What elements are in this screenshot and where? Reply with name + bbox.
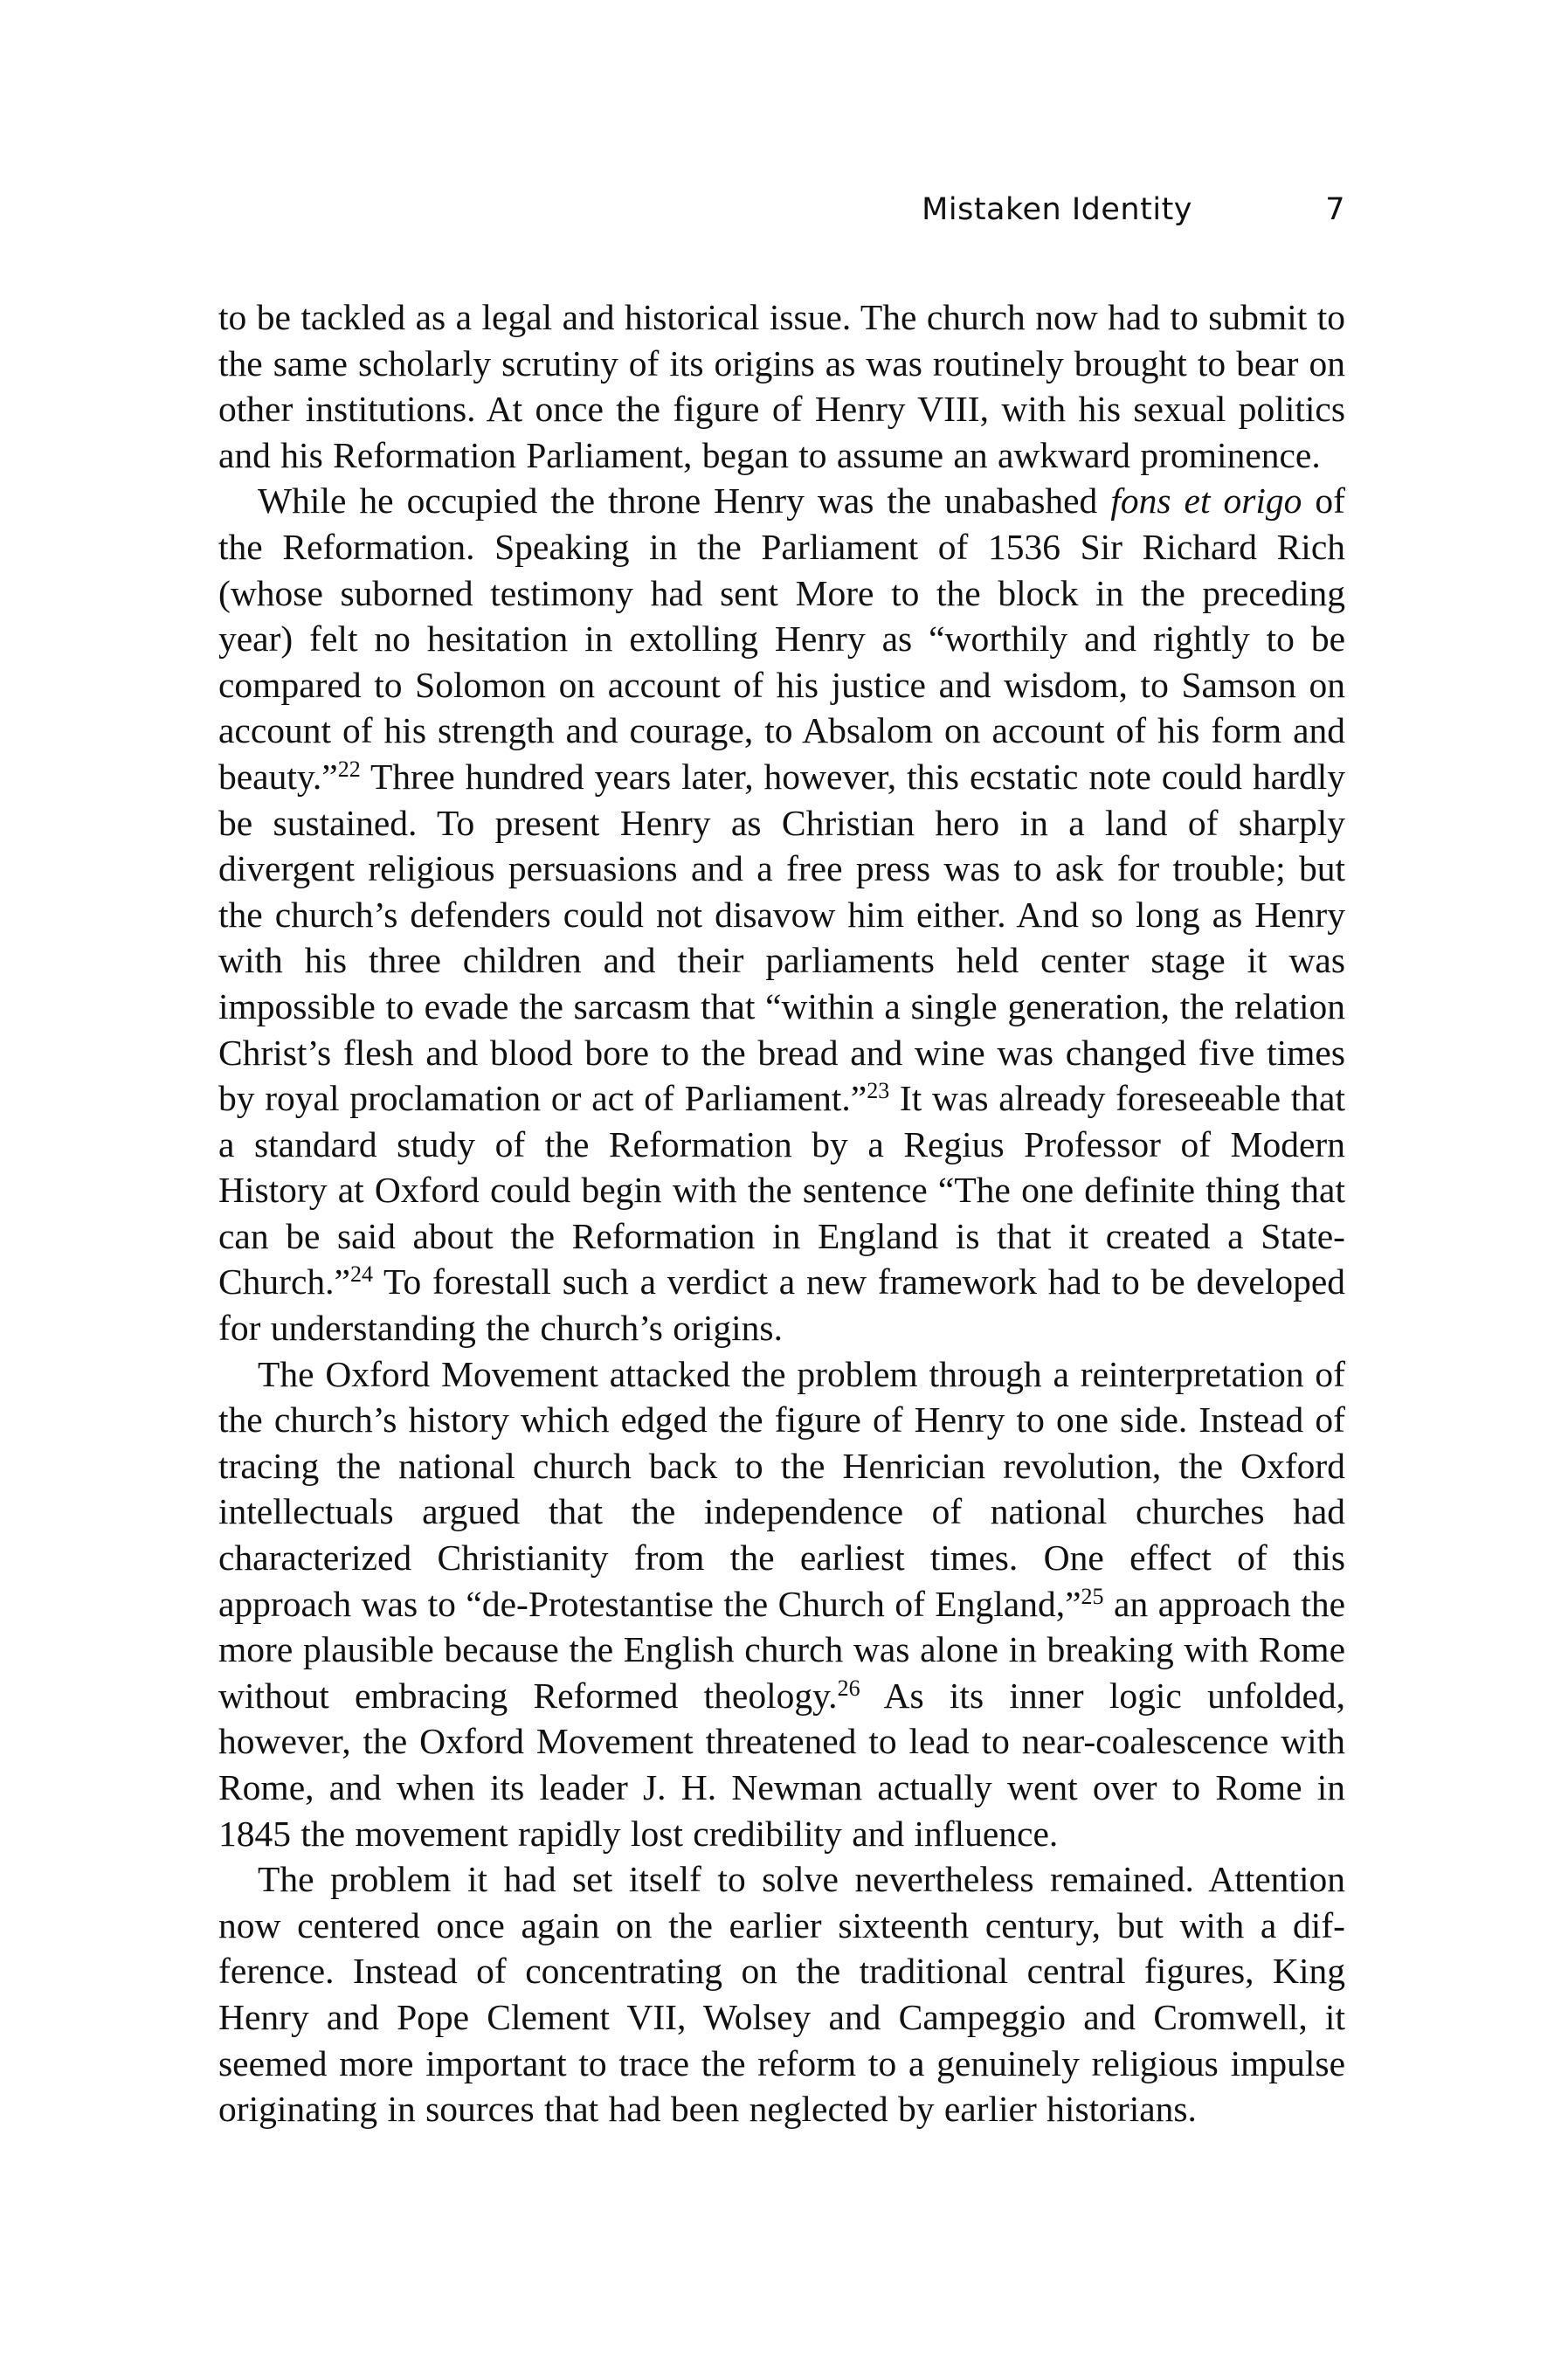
text-run: The Oxford Movement attacked the problem through a reinterpretation of the church’s history which edged the figure of Henry to one side. Instead of tracing the national church back to the Henrician revolution, the Oxford intellectuals argued that the independence of national churches had characterized Christianity from the earliest times. One effect of this approach was to “de-Protestantise the Church of England,” <box>218 1353 1345 1624</box>
text-run: It was already foreseeable that a standard study of the Reformation by a Regius Professor of Modern History at Oxford could begin with the sentence “The one definite thing that can be said about the Reformation in England is that it created a State-Church.” <box>218 1078 1345 1302</box>
paragraph-continued <box>218 294 1345 478</box>
footnote-ref-23: 23 <box>867 1078 890 1104</box>
footnote-ref-25: 25 <box>1081 1583 1104 1609</box>
footnote-ref-26: 26 <box>837 1675 860 1701</box>
text-run: To forestall such a verdict a new framework had to be developed for understanding the church’s origins. <box>218 1261 1345 1349</box>
text-run: As its inner logic unfolded, however, the Oxford Movement threatened to lead to near-coalescence with Rome, and when its leader J. H. Newman actually went over to Rome in 1845 the movement rapidly lost credibility and influence. <box>218 1675 1345 1854</box>
footnote-ref-22: 22 <box>337 756 361 782</box>
text-run: The problem it had set itself to solve nevertheless remained. Attention now centered once again on the earlier sixteenth century, but with a difference. Instead of concentrating on the traditional central figures, King Henry and Pope Clement VII, Wolsey and Campeggio and Cromwell, it seemed more important to trace the reform to a genuinely religious impulse originating in sources that had been neglected by earlier historians. <box>218 1859 1345 2130</box>
italic-phrase: fons et origo <box>1110 480 1302 522</box>
text-run: an approach the more plausible because the English church was alone in breaking with Rome without embracing Reformed theology. <box>218 1583 1346 1716</box>
body-text <box>218 294 1345 2132</box>
text-run: While he occupied the throne Henry was the unabashed <box>258 480 1111 522</box>
paragraph-oxford-movement <box>218 1351 1345 1857</box>
running-head <box>214 192 1345 241</box>
text-run: Three hundred years later, however, this ecstatic note could hardly be sustained. To present Henry as Christian hero in a land of sharply divergent religious persuasions and a free press was to ask for trouble; but the church’s defenders could not disavow him either. And so long as Henry with his three children and their parliaments held center stage it was impossible to evade the sarcasm that “within a single generation, the relation Christ’s flesh and blood bore to the bread and wine was changed five times by royal proclamation or act of Parliament.” <box>218 756 1345 1119</box>
page-number: 7 <box>1325 192 1345 227</box>
text-run: to be tackled as a legal and historical issue. The church now had to submit to the same scholarly scrutiny of its origins as was routinely brought to bear on other institutions. At once the figure of Henry VIII, with his sexual politics and his Reformation Parliament, began to assume an awkward prominence. <box>218 297 1345 475</box>
paragraph-henry-fons-et-origo <box>218 478 1345 1351</box>
text-run: of the Reformation. Speaking in the Parliament of 1536 Sir Richard Rich (whose suborned testimony had sent More to the block in the preceding year) felt no hesitation in extolling Henry as “worthily and rightly to be compared to Solomon on account of his justice and wisdom, to Samson on account of his strength and courage, to Absalom on account of his form and beauty.” <box>218 480 1346 797</box>
running-title: Mistaken Identity <box>922 192 1192 227</box>
paragraph-problem-remained <box>218 1856 1345 2132</box>
footnote-ref-24: 24 <box>349 1261 373 1288</box>
